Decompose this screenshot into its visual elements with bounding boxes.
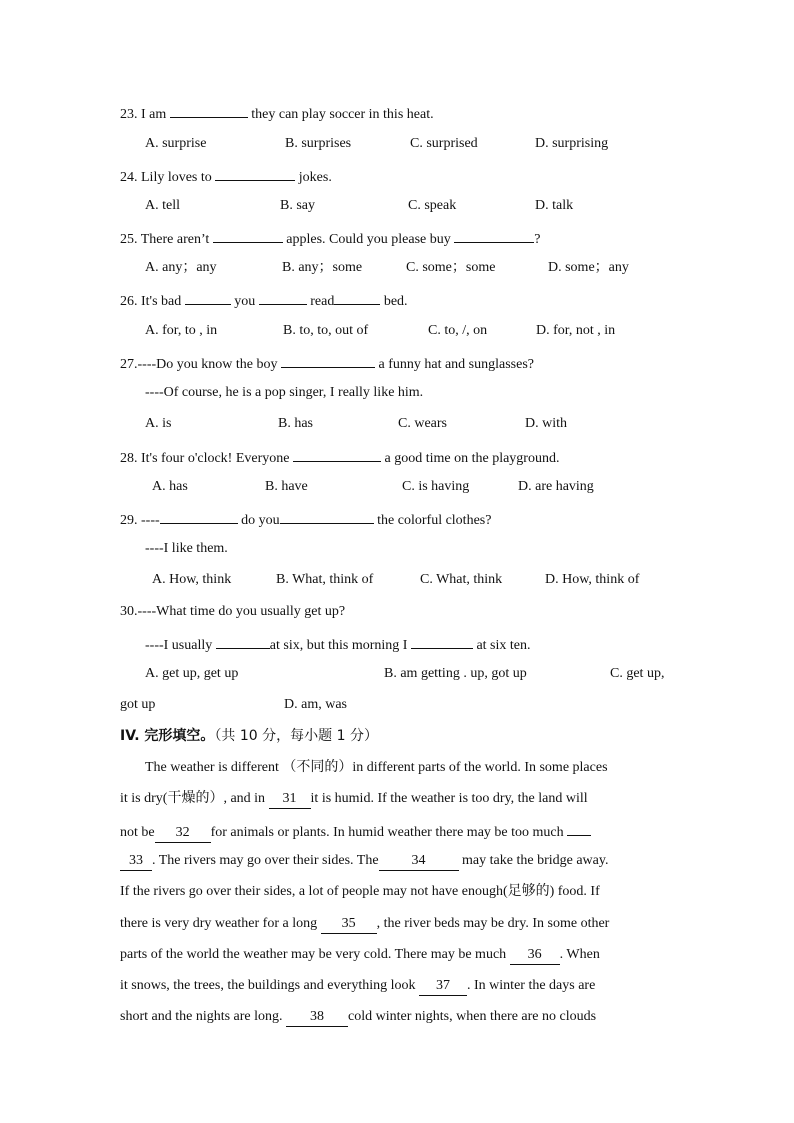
- option-c[interactable]: C. to, /, on: [428, 323, 488, 338]
- blank-37[interactable]: 37: [419, 977, 467, 996]
- question-23: [120, 103, 434, 124]
- option-a[interactable]: A. for, to , in: [145, 323, 218, 338]
- passage-text: for animals or plants. In humid weather there may be too much: [210, 825, 564, 840]
- option-b[interactable]: B. What, think of: [276, 572, 374, 587]
- passage-text: not be: [120, 825, 155, 840]
- section-heading: [120, 727, 378, 745]
- question-text: at six ten.: [476, 638, 531, 653]
- blank-33-start[interactable]: [567, 821, 591, 836]
- question-text: It's bad: [141, 294, 182, 309]
- answer-blank[interactable]: [216, 634, 270, 649]
- question-25: [120, 228, 540, 249]
- passage-text: short and the nights are long.: [120, 1009, 283, 1024]
- question-text: at six, but this morning I: [269, 638, 408, 653]
- question-number: 23.: [120, 107, 138, 122]
- answer-blank[interactable]: [334, 290, 380, 305]
- blank-35[interactable]: 35: [321, 915, 377, 934]
- question-number: 30.: [120, 604, 138, 619]
- passage-line: If the rivers go over their sides, a lot of people may not have enough(足够的) food. If: [120, 884, 600, 899]
- section-title: IV. 完形填空。: [120, 728, 215, 744]
- option-d[interactable]: D. with: [525, 416, 567, 431]
- passage-line: [120, 946, 668, 965]
- option-d[interactable]: D. some；any: [548, 260, 629, 275]
- question-26: [120, 290, 408, 311]
- blank-33[interactable]: 33: [120, 852, 152, 871]
- blank-31[interactable]: 31: [269, 790, 311, 809]
- answer-blank[interactable]: [454, 228, 534, 243]
- option-c[interactable]: C. is having: [402, 479, 470, 494]
- question-text: I am: [141, 107, 167, 122]
- question-number: 29.: [120, 513, 138, 528]
- question-28: [120, 447, 559, 468]
- section-note: （共 10 分，每小题 1 分）: [214, 728, 378, 744]
- question-text: ----I usually: [145, 638, 213, 653]
- passage-line: [120, 915, 668, 934]
- passage-line: [120, 790, 668, 809]
- option-a[interactable]: A. How, think: [152, 572, 232, 587]
- question-30: [120, 603, 345, 621]
- question-text: ----What time do you usually get up?: [137, 604, 346, 619]
- question-29: [120, 509, 491, 530]
- passage-text: there is very dry weather for a long: [120, 916, 318, 931]
- option-b[interactable]: B. surprises: [285, 136, 352, 151]
- option-d[interactable]: D. talk: [535, 198, 574, 213]
- passage-line: [120, 1008, 668, 1027]
- passage-line: [120, 852, 668, 871]
- passage-line: The weather is different （不同的）in different parts of the world. In some places: [145, 760, 608, 775]
- question-text: do you: [241, 513, 280, 528]
- question-text: Lily loves to: [141, 170, 212, 185]
- passage-text: may take the bridge away.: [462, 853, 609, 868]
- option-d[interactable]: D. How, think of: [545, 572, 640, 587]
- option-d[interactable]: D. for, not , in: [536, 323, 616, 338]
- answer-blank[interactable]: [411, 634, 473, 649]
- question-text: they can play soccer in this heat.: [251, 107, 434, 122]
- passage-text: parts of the world the weather may be very cold. There may be much: [120, 947, 507, 962]
- passage-text: cold winter nights, when there are no clouds: [348, 1009, 597, 1024]
- question-text: apples. Could you please buy: [286, 232, 451, 247]
- dialogue-line: ----I like them.: [145, 541, 228, 556]
- option-b[interactable]: B. am getting . up, got up: [384, 666, 527, 681]
- question-text: There aren’t: [140, 232, 210, 247]
- option-b[interactable]: B. say: [280, 198, 315, 213]
- option-c[interactable]: C. speak: [408, 198, 457, 213]
- option-d[interactable]: D. surprising: [535, 136, 609, 151]
- option-c[interactable]: C. What, think: [420, 572, 503, 587]
- passage-text: it snows, the trees, the buildings and everything look: [120, 978, 416, 993]
- option-a[interactable]: A. is: [145, 416, 172, 431]
- passage-line: [120, 977, 668, 996]
- option-c-continued[interactable]: got up: [120, 697, 156, 712]
- question-number: 28.: [120, 451, 138, 466]
- question-text: a funny hat and sunglasses?: [378, 357, 535, 372]
- passage-text: it is dry(干燥的）, and in: [120, 791, 266, 806]
- blank-38[interactable]: 38: [286, 1008, 348, 1027]
- answer-blank[interactable]: [185, 290, 231, 305]
- question-number: 24.: [120, 170, 138, 185]
- question-27: [120, 353, 534, 374]
- question-text: jokes.: [298, 170, 332, 185]
- question-text: bed.: [383, 294, 408, 309]
- passage-text: . When: [559, 947, 600, 962]
- question-24: [120, 166, 332, 187]
- blank-34[interactable]: 34: [379, 852, 459, 871]
- dialogue-line: [145, 634, 530, 655]
- question-text: a good time on the playground.: [384, 451, 560, 466]
- blank-32[interactable]: 32: [155, 824, 211, 843]
- question-number: 25.: [120, 232, 138, 247]
- question-number: 26.: [120, 294, 138, 309]
- passage-line: [120, 821, 668, 843]
- question-text: the colorful clothes?: [377, 513, 492, 528]
- option-c[interactable]: C. get up,: [610, 666, 665, 681]
- answer-blank[interactable]: [280, 509, 374, 524]
- question-text: ----: [141, 513, 160, 528]
- question-text: ----Do you know the boy: [137, 357, 278, 372]
- option-a[interactable]: A. has: [152, 479, 188, 494]
- answer-blank[interactable]: [293, 447, 381, 462]
- option-b[interactable]: B. has: [278, 416, 313, 431]
- question-text: you: [234, 294, 256, 309]
- option-c[interactable]: C. wears: [398, 416, 447, 431]
- answer-blank[interactable]: [213, 228, 283, 243]
- passage-text: . In winter the days are: [467, 978, 596, 993]
- blank-36[interactable]: 36: [510, 946, 560, 965]
- option-a[interactable]: A. any；any: [145, 260, 217, 275]
- question-text: read: [310, 294, 335, 309]
- answer-blank[interactable]: [160, 509, 238, 524]
- dialogue-line: ----Of course, he is a pop singer, I really like him.: [145, 385, 424, 400]
- option-a[interactable]: A. tell: [145, 198, 180, 213]
- question-text: ?: [534, 232, 541, 247]
- question-text: It's four o'clock! Everyone: [141, 451, 290, 466]
- answer-blank[interactable]: [215, 166, 295, 181]
- option-a[interactable]: A. get up, get up: [145, 666, 239, 681]
- option-c[interactable]: C. surprised: [410, 136, 478, 151]
- answer-blank[interactable]: [259, 290, 307, 305]
- answer-blank[interactable]: [281, 353, 375, 368]
- option-b[interactable]: B. to, to, out of: [283, 323, 369, 338]
- option-b[interactable]: B. any；some: [282, 260, 363, 275]
- option-b[interactable]: B. have: [265, 479, 308, 494]
- answer-blank[interactable]: [170, 103, 248, 118]
- passage-text: it is humid. If the weather is too dry, the land will: [310, 791, 588, 806]
- option-c[interactable]: C. some；some: [406, 260, 496, 275]
- option-d[interactable]: D. are having: [518, 479, 594, 494]
- question-number: 27.: [120, 357, 138, 372]
- option-d[interactable]: D. am, was: [284, 697, 347, 712]
- option-a[interactable]: A. surprise: [145, 136, 207, 151]
- passage-text: , the river beds may be dry. In some other: [376, 916, 610, 931]
- passage-text: . The rivers may go over their sides. The: [152, 853, 379, 868]
